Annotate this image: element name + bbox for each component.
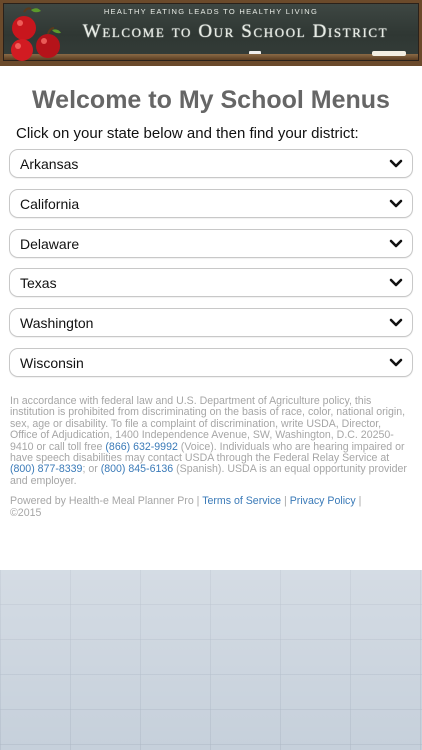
state-item-texas[interactable] [9, 268, 413, 297]
state-label: Wisconsin [20, 354, 84, 371]
state-label: Delaware [20, 235, 80, 252]
legal-text: (Voice). Individuals who are hearing impaired or have speech disabilities may contact USDA through the Federal Relay Service at [10, 440, 405, 465]
privacy-policy-link[interactable]: Privacy Policy [289, 495, 356, 508]
separator: | [355, 495, 362, 508]
state-list [9, 149, 413, 377]
banner-title: Welcome to Our School District [82, 21, 389, 42]
chevron-down-icon [389, 198, 403, 210]
chevron-down-icon [389, 357, 403, 369]
page-title: Welcome to My School Menus [32, 86, 390, 114]
state-item-washington[interactable] [9, 308, 413, 337]
state-label: Arkansas [20, 156, 79, 172]
legal-text: In accordance with federal law and U.S. Department of Agriculture policy, this institution is prohibited from discriminating on the basis of race, color, national origin, sex, age or disability. To file a complaint of discrimination, write USDA, Director, Office of Adjudication, 1400 Independence Avenue, SW, Washington, D.C. 20250-9410 or call toll free [10, 394, 406, 453]
phone-link-relay[interactable]: (800) 877-8339 [10, 463, 83, 476]
copyright-text: ©2015 [10, 506, 42, 519]
chevron-down-icon [389, 158, 403, 170]
phone-link-voice[interactable]: (866) 632-9992 [105, 440, 178, 453]
state-label: Washington [20, 315, 94, 332]
chalk-stick-icon [372, 51, 406, 56]
chevron-down-icon [389, 277, 403, 289]
state-item-wisconsin[interactable] [9, 348, 413, 377]
background-tile-wall [0, 570, 422, 750]
chevron-down-icon [389, 317, 403, 329]
footer-credits [10, 496, 409, 519]
apples-icon [4, 6, 70, 62]
separator: | [193, 495, 203, 508]
state-item-california[interactable] [9, 189, 413, 218]
state-label: California [20, 195, 80, 212]
phone-link-spanish[interactable]: (800) 845-6136 [100, 463, 174, 476]
state-label: Texas [20, 275, 57, 292]
chevron-down-icon [389, 238, 403, 250]
content-card [0, 66, 422, 570]
header-banner [0, 0, 422, 66]
state-item-delaware[interactable] [9, 229, 413, 258]
banner-tagline: HEALTHY EATING LEADS TO HEALTHY LIVING [103, 7, 319, 16]
legal-text: (Spanish). USDA is an equal opportunity provider and employer. [10, 463, 407, 487]
terms-of-service-link[interactable]: Terms of Service [202, 495, 282, 508]
state-item-arkansas[interactable] [9, 149, 413, 178]
powered-by-text: Powered by Health-e Meal Planner Pro [10, 495, 194, 508]
legal-text: ; or [82, 463, 101, 476]
separator: | [281, 495, 290, 508]
instruction-text: Click on your state below and then find your district: [16, 125, 359, 142]
usda-legal-notice [10, 396, 409, 487]
